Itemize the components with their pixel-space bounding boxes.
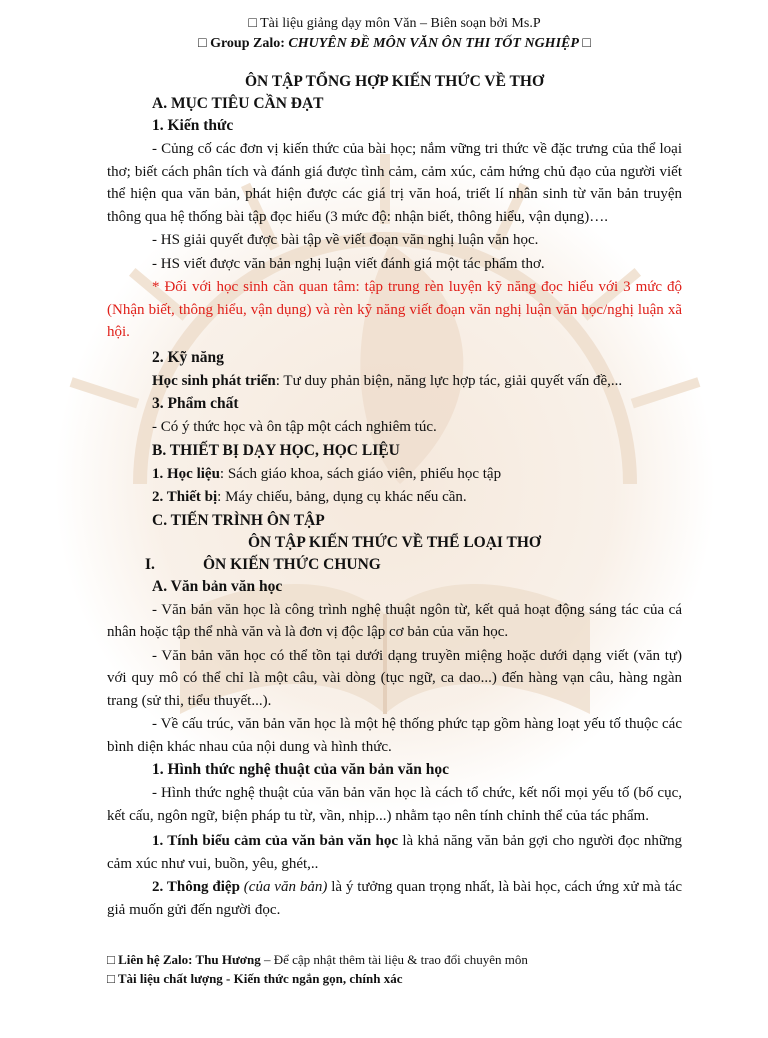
text: : Tư duy phản biện, năng lực hợp tác, giải quyết vấn đề,... bbox=[275, 372, 623, 389]
paragraph bbox=[107, 370, 682, 393]
paragraph: - Văn bản văn học có thể tồn tại dưới dạng truyền miệng hoặc dưới dạng viết (văn tự) với quy mô có thể chỉ là một câu, vài dòng (tục ngữ, ca dao...) đến hàng vạn câu, hàng ngàn trang (sử thi, tiểu thuyết...). bbox=[107, 647, 682, 709]
paragraph: - HS viết được văn bản nghị luận viết đánh giá một tác phẩm thơ. bbox=[152, 255, 545, 272]
bold-lead: 2. Thiết bị bbox=[152, 489, 218, 505]
highlight-note: * Đối với học sinh cần quan tâm: tập trung rèn luyện kỹ năng đọc hiểu với 3 mức độ (Nhận biết, thông hiểu, vận dụng) và rèn kỹ năng viết đoạn văn nghị luận văn học/nghị luận xã hội. bbox=[107, 279, 682, 340]
paragraph: - Văn bản văn học là công trình nghệ thuật ngôn từ, kết quả hoạt động sáng tác của cá nhân hoặc tập thể nhà văn và là đơn vị độc lập cơ bản của văn học. bbox=[107, 601, 682, 640]
document-title: ÔN TẬP TỔNG HỢP KIẾN THỨC VỀ THƠ bbox=[244, 73, 545, 90]
header-group-name: CHUYÊN ĐỀ MÔN VĂN ÔN THI TỐT NGHIỆP bbox=[288, 36, 579, 51]
subheading-pham-chat: 3. Phẩm chất bbox=[152, 395, 239, 412]
paragraph: - Hình thức nghệ thuật của văn bản văn học là cách tổ chức, kết nối mọi yếu tố (bố cục, kết cấu, ngôn ngữ, biện pháp tu từ, vần, nhịp...) nhằm tạo nên tính chỉnh thể của tác phẩm. bbox=[107, 785, 682, 824]
header-line-2 bbox=[107, 34, 682, 54]
text: là ý tưởng quan trọng nhất, là bài học, cách ứng xử mà tác giả muốn gửi đến người đọc. bbox=[107, 879, 682, 918]
paragraph: - Có ý thức học và ôn tập một cách nghiêm túc. bbox=[152, 419, 437, 435]
paragraph: - Củng cố các đơn vị kiến thức của bài học; nắm vững tri thức về đặc trưng của thể loại thơ; biết cách phân tích và đánh giá được tình cảm, cảm xúc, cảm hứng chủ đạo của người viết thể hiện qua văn bản, phát hiện được các giá trị văn hoá, triết lí nhân sinh từ văn bản truyện thông qua hệ thống bài tập đọc hiểu (3 mức độ: nhận biết, thông hiểu, vận dụng)…. bbox=[107, 141, 682, 225]
paragraph bbox=[107, 486, 682, 509]
paragraph: - Về cấu trúc, văn bản văn học là một hệ thống phức tạp gồm hàng loạt yếu tố thuộc các bình diện khác nhau của nội dung và hình thức. bbox=[107, 716, 682, 755]
section-a-heading: A. MỤC TIÊU CẦN ĐẠT bbox=[152, 95, 324, 112]
paragraph bbox=[107, 830, 682, 875]
subheading-van-ban: A. Văn bản văn học bbox=[152, 577, 283, 595]
bold-lead: 1. Học liệu bbox=[152, 465, 220, 482]
text: là khả năng văn bản gợi cho người đọc những cảm xúc như vui, buồn, yêu, ghét,.. bbox=[107, 833, 682, 872]
subheading-kien-thuc: 1. Kiến thức bbox=[152, 117, 234, 134]
section-c-heading: C. TIẾN TRÌNH ÔN TẬP bbox=[152, 511, 325, 529]
footer-contact-note: – Để cập nhật thêm tài liệu & trao đổi chuyên môn bbox=[260, 952, 528, 967]
paragraph bbox=[107, 463, 682, 486]
header-group-label: □ Group Zalo: bbox=[198, 36, 285, 51]
header-suffix: □ bbox=[582, 36, 591, 51]
bold-lead: 2. Thông điệp bbox=[152, 879, 240, 895]
roman-section-title: ÔN KIẾN THỨC CHUNG bbox=[203, 555, 381, 573]
roman-section-heading bbox=[145, 554, 682, 576]
paragraph bbox=[107, 876, 682, 921]
subheading-hinh-thuc: 1. Hình thức nghệ thuật của văn bản văn học bbox=[152, 761, 449, 778]
footer bbox=[107, 950, 528, 988]
section-b-heading: B. THIẾT BỊ DẠY HỌC, HỌC LIỆU bbox=[152, 441, 400, 459]
section-subtitle: ÔN TẬP KIẾN THỨC VỀ THỂ LOẠI THƠ bbox=[247, 533, 541, 551]
text: : Máy chiếu, bảng, dụng cụ khác nếu cần. bbox=[217, 489, 467, 505]
subheading-ky-nang: 2. Kỹ năng bbox=[152, 348, 224, 366]
roman-numeral: I. bbox=[145, 555, 155, 573]
header-line-1: □ Tài liệu giảng dạy môn Văn – Biên soạn bởi Ms.P bbox=[248, 16, 541, 31]
document-page bbox=[0, 14, 768, 921]
bold-lead: Học sinh phát triển bbox=[152, 372, 276, 389]
paragraph: - HS giải quyết được bài tập về viết đoạn văn nghị luận văn học. bbox=[152, 232, 539, 248]
text: : Sách giáo khoa, sách giáo viên, phiếu học tập bbox=[219, 465, 502, 482]
footer-line-1 bbox=[107, 950, 528, 969]
bold-lead: 1. Tính biểu cảm của văn bản văn học bbox=[152, 833, 399, 849]
footer-contact: □ Liên hệ Zalo: Thu Hương bbox=[107, 952, 261, 967]
italic-text: (của văn bản) bbox=[239, 879, 328, 895]
footer-line-2: □ Tài liệu chất lượng - Kiến thức ngắn gọn, chính xác bbox=[107, 971, 403, 986]
